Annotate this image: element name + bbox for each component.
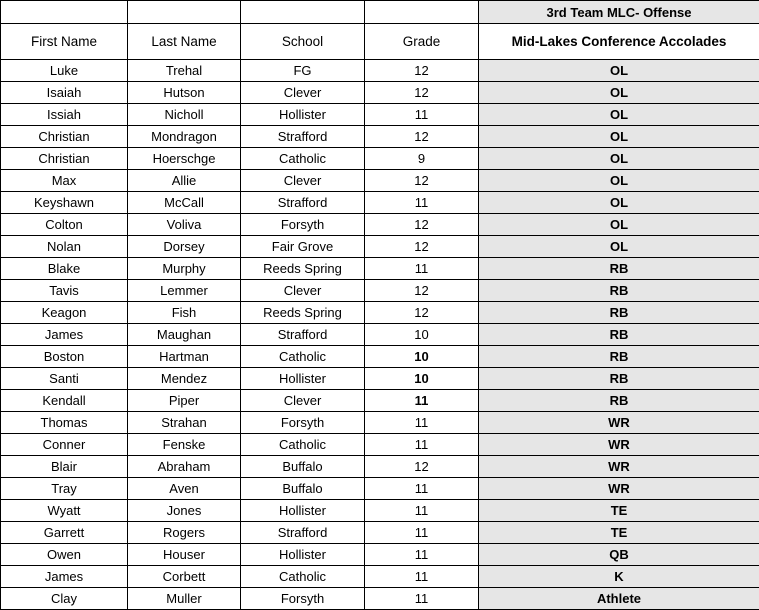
cell-school: Strafford <box>241 522 365 544</box>
table-row <box>1 500 759 522</box>
table-row <box>1 302 759 324</box>
cell-school: Strafford <box>241 324 365 346</box>
cell-last-name: Dorsey <box>128 236 241 258</box>
cell-first-name: Christian <box>1 126 128 148</box>
cell-first-name: Isaiah <box>1 82 128 104</box>
table-row <box>1 368 759 390</box>
cell-accolade: Athlete <box>479 588 759 610</box>
cell-last-name: Jones <box>128 500 241 522</box>
cell-school: FG <box>241 60 365 82</box>
cell-grade: 10 <box>365 368 479 390</box>
cell-school: Forsyth <box>241 214 365 236</box>
cell-accolade: OL <box>479 82 759 104</box>
cell-last-name: Corbett <box>128 566 241 588</box>
cell-first-name: Issiah <box>1 104 128 126</box>
cell-grade: 11 <box>365 192 479 214</box>
cell-last-name: McCall <box>128 192 241 214</box>
cell-grade: 11 <box>365 258 479 280</box>
cell-school: Hollister <box>241 104 365 126</box>
table-row <box>1 192 759 214</box>
cell-last-name: Aven <box>128 478 241 500</box>
cell-grade: 12 <box>365 456 479 478</box>
cell-accolade: WR <box>479 434 759 456</box>
table-row <box>1 456 759 478</box>
cell-grade: 12 <box>365 82 479 104</box>
roster-table-body <box>1 1 759 610</box>
cell-grade: 11 <box>365 544 479 566</box>
cell-accolade: OL <box>479 126 759 148</box>
cell-last-name: Murphy <box>128 258 241 280</box>
cell-grade: 10 <box>365 324 479 346</box>
cell-school: Hollister <box>241 544 365 566</box>
cell-last-name: Nicholl <box>128 104 241 126</box>
table-row <box>1 434 759 456</box>
cell-first-name: Garrett <box>1 522 128 544</box>
cell-first-name: Blake <box>1 258 128 280</box>
cell-grade: 12 <box>365 170 479 192</box>
cell-school: Hollister <box>241 500 365 522</box>
cell-accolade: K <box>479 566 759 588</box>
table-row <box>1 126 759 148</box>
cell-accolade: WR <box>479 456 759 478</box>
table-row <box>1 346 759 368</box>
cell-grade: 11 <box>365 390 479 412</box>
cell-school: Forsyth <box>241 588 365 610</box>
cell-first-name: Keyshawn <box>1 192 128 214</box>
cell-school: Catholic <box>241 148 365 170</box>
table-row <box>1 544 759 566</box>
cell-school: Clever <box>241 390 365 412</box>
cell-grade: 12 <box>365 60 479 82</box>
banner-title: 3rd Team MLC- Offense <box>479 1 759 24</box>
cell-last-name: Piper <box>128 390 241 412</box>
cell-last-name: Strahan <box>128 412 241 434</box>
cell-first-name: Santi <box>1 368 128 390</box>
cell-last-name: Mondragon <box>128 126 241 148</box>
table-row <box>1 324 759 346</box>
cell-grade: 11 <box>365 104 479 126</box>
column-header-grade: Grade <box>365 24 479 60</box>
column-header-last-name: Last Name <box>128 24 241 60</box>
cell-accolade: TE <box>479 522 759 544</box>
cell-first-name: Max <box>1 170 128 192</box>
cell-grade: 11 <box>365 412 479 434</box>
cell-first-name: Conner <box>1 434 128 456</box>
banner-row <box>1 1 759 24</box>
table-row <box>1 478 759 500</box>
cell-accolade: RB <box>479 258 759 280</box>
cell-last-name: Voliva <box>128 214 241 236</box>
table-row <box>1 170 759 192</box>
cell-grade: 11 <box>365 478 479 500</box>
cell-grade: 12 <box>365 126 479 148</box>
cell-grade: 11 <box>365 522 479 544</box>
cell-last-name: Hartman <box>128 346 241 368</box>
cell-school: Hollister <box>241 368 365 390</box>
cell-last-name: Fish <box>128 302 241 324</box>
cell-school: Reeds Spring <box>241 258 365 280</box>
cell-last-name: Maughan <box>128 324 241 346</box>
cell-grade: 11 <box>365 566 479 588</box>
cell-last-name: Trehal <box>128 60 241 82</box>
banner-blank-4 <box>365 1 479 24</box>
table-row <box>1 236 759 258</box>
cell-accolade: QB <box>479 544 759 566</box>
cell-school: Catholic <box>241 346 365 368</box>
cell-first-name: Tavis <box>1 280 128 302</box>
cell-school: Buffalo <box>241 456 365 478</box>
cell-last-name: Rogers <box>128 522 241 544</box>
cell-accolade: RB <box>479 390 759 412</box>
cell-last-name: Muller <box>128 588 241 610</box>
cell-first-name: James <box>1 324 128 346</box>
cell-grade: 11 <box>365 434 479 456</box>
cell-school: Clever <box>241 280 365 302</box>
banner-blank-1 <box>1 1 128 24</box>
cell-school: Catholic <box>241 566 365 588</box>
cell-school: Fair Grove <box>241 236 365 258</box>
cell-grade: 12 <box>365 236 479 258</box>
table-row <box>1 390 759 412</box>
cell-accolade: OL <box>479 170 759 192</box>
table-row <box>1 588 759 610</box>
cell-accolade: OL <box>479 214 759 236</box>
cell-accolade: OL <box>479 236 759 258</box>
cell-grade: 11 <box>365 588 479 610</box>
cell-first-name: Clay <box>1 588 128 610</box>
cell-first-name: Kendall <box>1 390 128 412</box>
cell-accolade: RB <box>479 280 759 302</box>
cell-school: Reeds Spring <box>241 302 365 324</box>
cell-grade: 9 <box>365 148 479 170</box>
cell-first-name: James <box>1 566 128 588</box>
cell-accolade: RB <box>479 302 759 324</box>
cell-accolade: WR <box>479 478 759 500</box>
cell-first-name: Thomas <box>1 412 128 434</box>
table-row <box>1 82 759 104</box>
column-header-row <box>1 24 759 60</box>
cell-accolade: OL <box>479 192 759 214</box>
cell-accolade: OL <box>479 104 759 126</box>
table-row <box>1 148 759 170</box>
table-row <box>1 566 759 588</box>
cell-school: Clever <box>241 170 365 192</box>
table-row <box>1 104 759 126</box>
cell-first-name: Christian <box>1 148 128 170</box>
column-header-accolades: Mid-Lakes Conference Accolades <box>479 24 759 60</box>
cell-last-name: Lemmer <box>128 280 241 302</box>
cell-first-name: Blair <box>1 456 128 478</box>
cell-first-name: Keagon <box>1 302 128 324</box>
cell-accolade: RB <box>479 346 759 368</box>
table-row <box>1 412 759 434</box>
cell-first-name: Boston <box>1 346 128 368</box>
cell-accolade: RB <box>479 368 759 390</box>
cell-school: Strafford <box>241 192 365 214</box>
cell-accolade: WR <box>479 412 759 434</box>
banner-blank-3 <box>241 1 365 24</box>
table-row <box>1 280 759 302</box>
table-row <box>1 60 759 82</box>
column-header-school: School <box>241 24 365 60</box>
cell-school: Catholic <box>241 434 365 456</box>
cell-first-name: Tray <box>1 478 128 500</box>
cell-grade: 12 <box>365 280 479 302</box>
table-row <box>1 214 759 236</box>
cell-last-name: Hutson <box>128 82 241 104</box>
table-row <box>1 522 759 544</box>
banner-blank-2 <box>128 1 241 24</box>
cell-last-name: Mendez <box>128 368 241 390</box>
cell-grade: 12 <box>365 302 479 324</box>
cell-school: Buffalo <box>241 478 365 500</box>
table-row <box>1 258 759 280</box>
cell-first-name: Colton <box>1 214 128 236</box>
cell-last-name: Allie <box>128 170 241 192</box>
cell-school: Strafford <box>241 126 365 148</box>
cell-accolade: RB <box>479 324 759 346</box>
cell-accolade: TE <box>479 500 759 522</box>
cell-last-name: Hoerschge <box>128 148 241 170</box>
cell-accolade: OL <box>479 148 759 170</box>
column-header-first-name: First Name <box>1 24 128 60</box>
cell-first-name: Owen <box>1 544 128 566</box>
cell-last-name: Houser <box>128 544 241 566</box>
cell-last-name: Fenske <box>128 434 241 456</box>
cell-first-name: Wyatt <box>1 500 128 522</box>
cell-grade: 11 <box>365 500 479 522</box>
cell-accolade: OL <box>479 60 759 82</box>
cell-school: Forsyth <box>241 412 365 434</box>
cell-last-name: Abraham <box>128 456 241 478</box>
cell-grade: 10 <box>365 346 479 368</box>
cell-grade: 12 <box>365 214 479 236</box>
cell-school: Clever <box>241 82 365 104</box>
cell-first-name: Nolan <box>1 236 128 258</box>
cell-first-name: Luke <box>1 60 128 82</box>
